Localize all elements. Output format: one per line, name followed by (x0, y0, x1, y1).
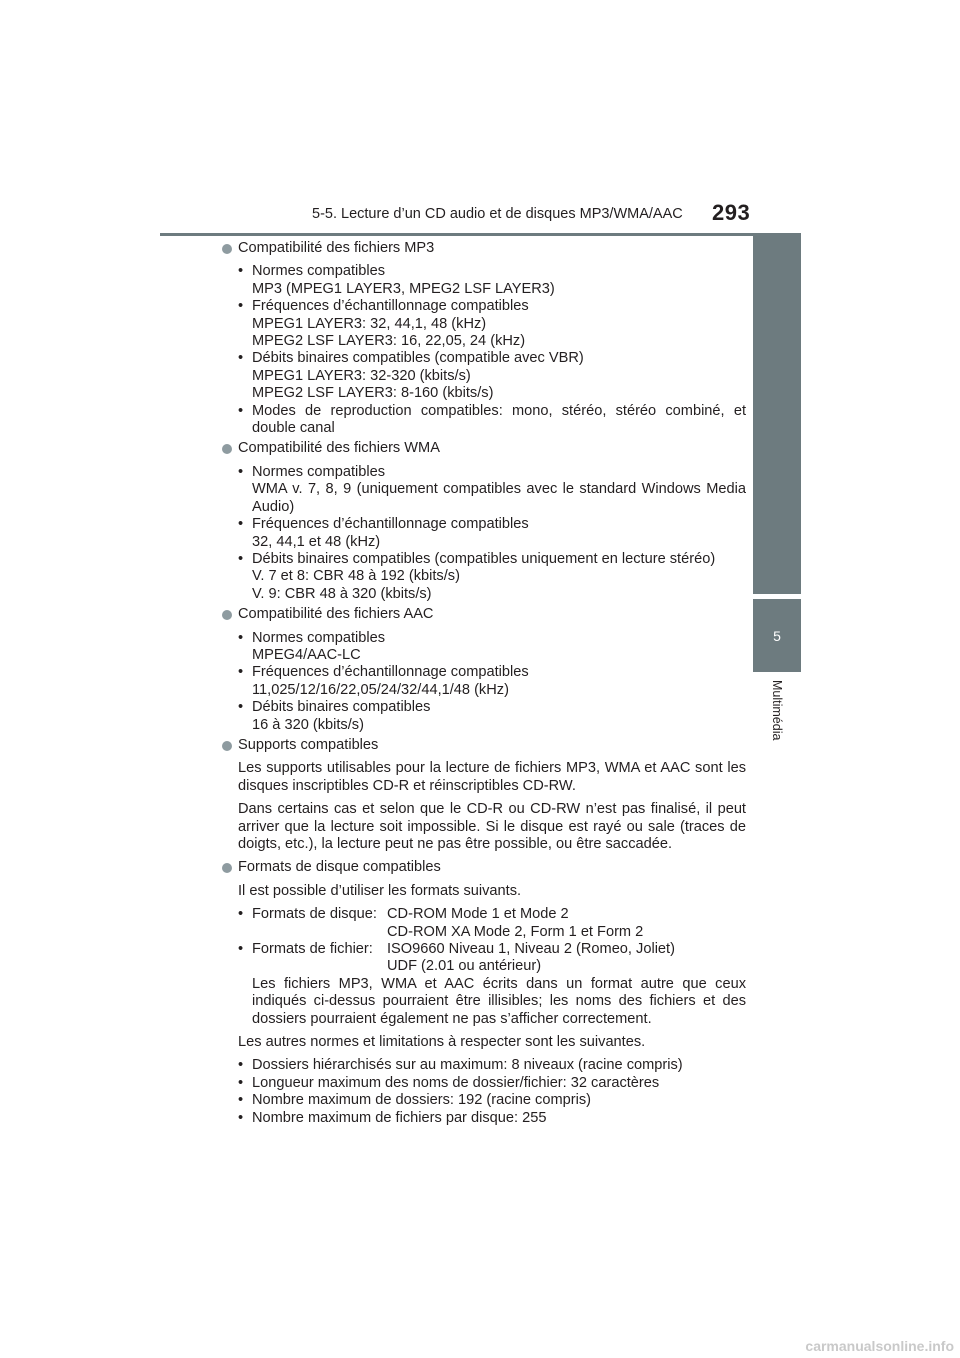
mp3-list (238, 263, 746, 437)
section-supports (222, 737, 746, 754)
list-item (238, 403, 746, 438)
list-item (238, 699, 746, 734)
section-formats (222, 859, 746, 876)
item-detail: MPEG2 LSF LAYER3: 16, 22,05, 24 (kHz) (252, 333, 526, 350)
item-note: Les fichiers MP3, WMA et AAC écrits dans un format autre que ceux indiqués ci-dessus pourraient être illisibles; les noms des fichiers et des dossiers pourraient également ne pas s’afficher correctement. (252, 975, 746, 1027)
formats-list (238, 906, 746, 1028)
section-wma (222, 440, 746, 457)
item-detail: WMA v. 7, 8, 9 (uniquement compatibles avec le standard Windows Media Audio) (252, 481, 746, 515)
side-tab-chapter-number (753, 599, 801, 672)
chapter-number: 5 (773, 627, 781, 644)
item-detail: MPEG1 LAYER3: 32-320 (kbits/s) (252, 367, 471, 384)
paragraph: Les supports utilisables pour la lecture de fichiers MP3, WMA et AAC sont les disques inscriptibles CD-R et réinscriptibles CD-RW. (238, 760, 746, 794)
bullet-dot-icon (222, 444, 232, 454)
item-label: • Normes compatibles (252, 263, 386, 280)
list-item (238, 350, 746, 402)
side-tab-upper (753, 235, 801, 594)
item-detail: 11,025/12/16/22,05/24/32/44,1/48 (kHz) (252, 681, 509, 698)
item-label: • Formats de disque: (252, 906, 377, 923)
section-mp3 (222, 240, 746, 257)
list-item (238, 516, 746, 551)
item-label: • Fréquences d’échantillonnage compatibles (252, 516, 529, 533)
list-item (238, 551, 746, 603)
item-detail: V. 7 et 8: CBR 48 à 192 (kbits/s) (252, 568, 460, 585)
list-item (238, 664, 746, 699)
item-label: • Normes compatibles (252, 463, 386, 480)
item-label: • Débits binaires compatibles (252, 699, 431, 716)
bullet-dot-icon (222, 863, 232, 873)
section-title: Formats de disque compatibles (238, 859, 441, 876)
paragraph: Il est possible d’utiliser les formats suivants. (238, 882, 522, 899)
item-label: • Normes compatibles (252, 629, 386, 646)
list-item (238, 298, 746, 350)
list-item (238, 464, 746, 516)
list-item: • Dossiers hiérarchisés sur au maximum: 8 niveaux (racine compris) (238, 1057, 746, 1074)
page-content (222, 240, 746, 1127)
header-rule (160, 233, 801, 236)
chapter-label: Multimédia (770, 680, 784, 741)
item-detail: MP3 (MPEG1 LAYER3, MPEG2 LSF LAYER3) (252, 280, 555, 297)
list-item (238, 263, 746, 298)
item-label: • Formats de fichier: (252, 941, 373, 958)
watermark: carmanualsonline.info (805, 1338, 954, 1354)
item-label: • Débits binaires compatibles (compatible avec VBR) (252, 350, 584, 367)
section-title: Compatibilité des fichiers MP3 (238, 240, 435, 256)
section-header-title: 5-5. Lecture d’un CD audio et de disques MP3/WMA/AAC (312, 206, 683, 222)
side-tab-label (765, 680, 789, 830)
section-title: Compatibilité des fichiers WMA (238, 440, 440, 457)
item-detail: MPEG1 LAYER3: 32, 44,1, 48 (kHz) (252, 315, 487, 332)
list-item: • Nombre maximum de fichiers par disque: 255 (238, 1110, 746, 1127)
section-title: Compatibilité des fichiers AAC (238, 606, 434, 623)
list-item: • Nombre maximum de dossiers: 192 (racine compris) (238, 1092, 746, 1109)
item-label: • Débits binaires compatibles (compatibles uniquement en lecture stéréo) (252, 550, 716, 567)
item-detail: CD-ROM XA Mode 2, Form 1 et Form 2 (387, 923, 644, 940)
bullet-dot-icon (222, 244, 232, 254)
section-aac (222, 606, 746, 623)
list-item (238, 941, 746, 1028)
item-detail: ISO9660 Niveau 1, Niveau 2 (Romeo, Joliet) (387, 941, 675, 958)
item-label: • Fréquences d’échantillonnage compatibles (252, 664, 529, 681)
limits-list (238, 1057, 746, 1127)
wma-list (238, 464, 746, 603)
bullet-dot-icon (222, 741, 232, 751)
item-detail: MPEG4/AAC-LC (252, 646, 361, 663)
item-detail: 16 à 320 (kbits/s) (252, 716, 364, 733)
item-detail: CD-ROM Mode 1 et Mode 2 (387, 906, 569, 923)
item-detail: UDF (2.01 ou antérieur) (387, 958, 542, 975)
section-title: Supports compatibles (238, 736, 379, 753)
item-label: • Fréquences d’échantillonnage compatibles (252, 298, 529, 315)
bullet-dot-icon (222, 610, 232, 620)
page-number: 293 (712, 200, 751, 225)
item-detail: 32, 44,1 et 48 (kHz) (252, 533, 381, 550)
item-label: Modes de reproduction compatibles: mono, stéréo, stéréo combiné, et double canal (252, 402, 746, 437)
aac-list (238, 630, 746, 734)
item-detail: V. 9: CBR 48 à 320 (kbits/s) (252, 585, 432, 602)
item-detail: MPEG2 LSF LAYER3: 8-160 (kbits/s) (252, 385, 494, 402)
paragraph: Les autres normes et limitations à respecter sont les suivantes. (238, 1034, 646, 1051)
list-item: • Longueur maximum des noms de dossier/fichier: 32 caractères (238, 1075, 746, 1092)
list-item (238, 906, 746, 941)
list-item (238, 630, 746, 665)
paragraph: Dans certains cas et selon que le CD-R ou CD-RW n’est pas finalisé, il peut arriver que la lecture soit impossible. Si le disque est rayé ou sale (traces de doigts, etc.), la lecture peut ne pas être possible, ou être saccadée. (238, 801, 746, 852)
